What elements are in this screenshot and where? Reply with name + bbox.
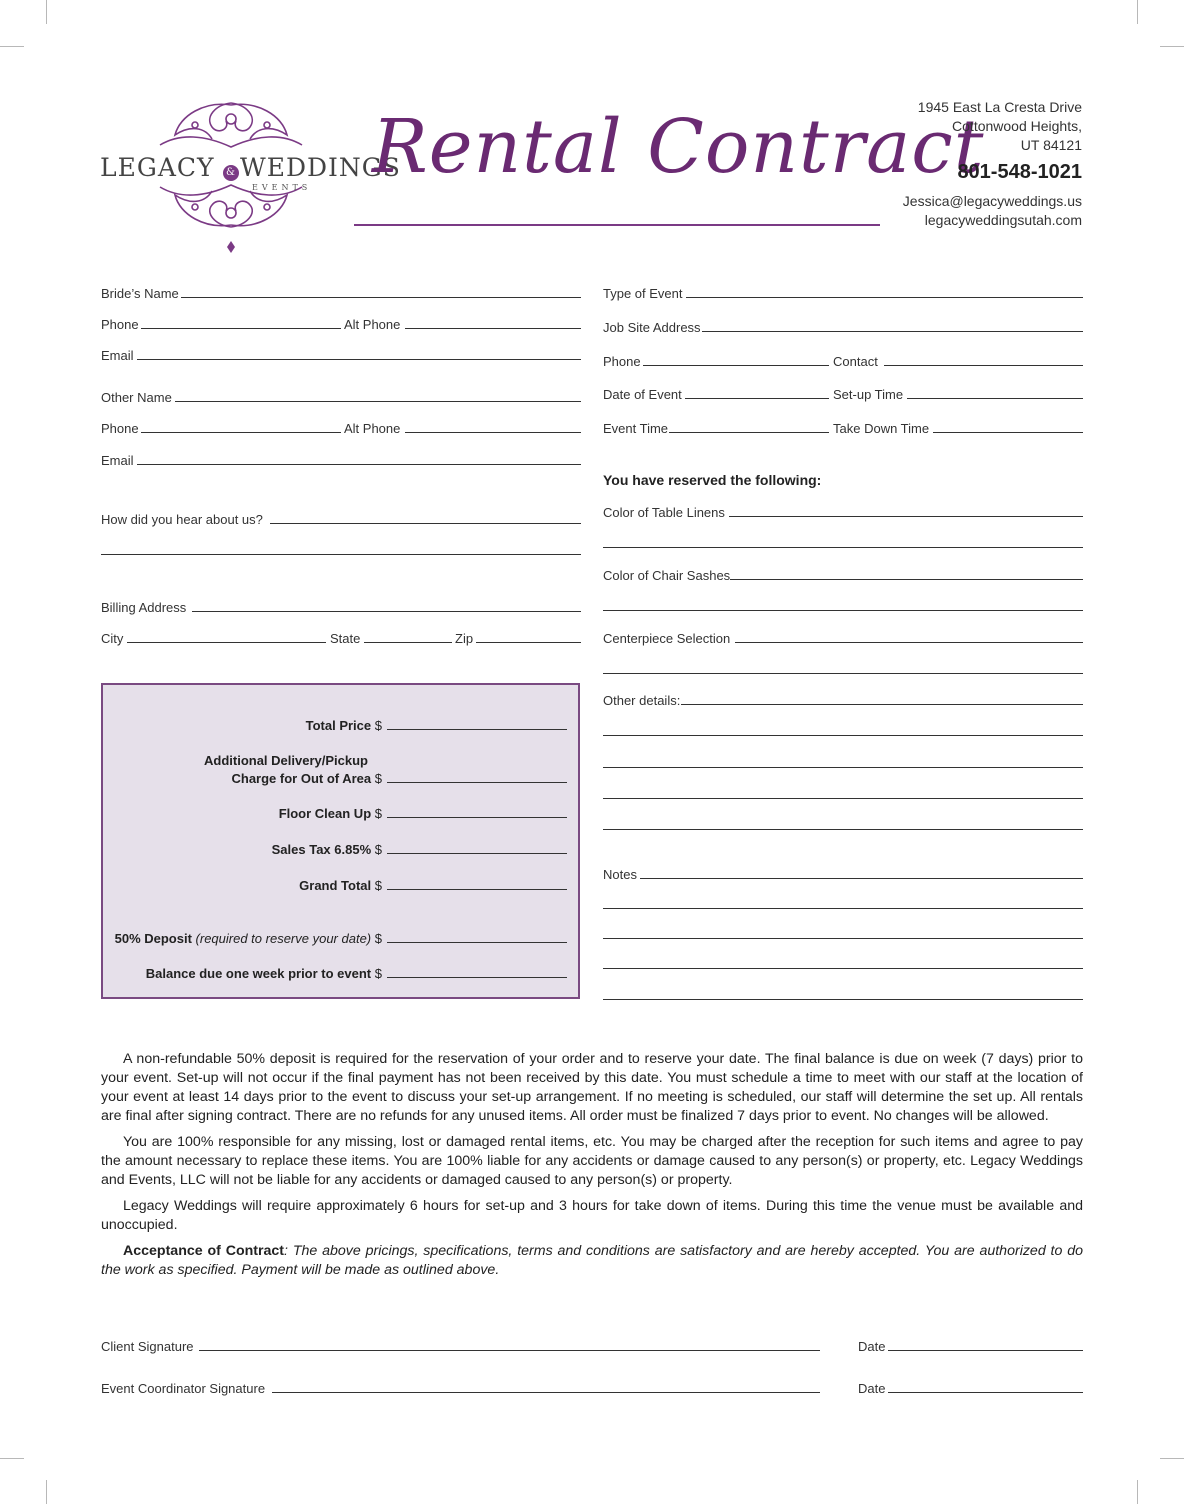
- brides-name-field[interactable]: [181, 297, 581, 298]
- alt-phone-label-2: Alt Phone: [344, 421, 401, 436]
- event-phone-label: Phone: [603, 354, 641, 369]
- crop-mark: [0, 46, 24, 47]
- job-site-label: Job Site Address: [603, 320, 701, 335]
- setup-time-label: Set-up Time: [833, 387, 904, 402]
- logo-ampersand: &: [226, 167, 235, 178]
- total-price-label: [306, 717, 382, 734]
- city-label: City: [101, 631, 124, 646]
- notes-field-2[interactable]: [603, 908, 1083, 909]
- alt-phone-label: Alt Phone: [344, 317, 401, 332]
- terms-paragraph-setup: Legacy Weddings will require approximately 6 hours for set-up and 3 hours for take down of items. During this time the venue must be available and unoccupied.: [101, 1198, 1083, 1233]
- event-type-label: Type of Event: [603, 286, 683, 301]
- grand-total-label: [299, 877, 382, 894]
- phone-label: Phone: [101, 317, 139, 332]
- centerpiece-field-2[interactable]: [603, 673, 1083, 674]
- page-title: Rental Contract: [372, 104, 985, 190]
- state-field[interactable]: [364, 642, 452, 643]
- state-label: State: [330, 631, 361, 646]
- zip-label: Zip: [455, 631, 474, 646]
- company-phone: 801-548-1021: [957, 161, 1082, 183]
- deposit-text: 50% Deposit: [114, 931, 192, 946]
- floor-clean-text: Floor Clean Up: [278, 806, 372, 821]
- grand-total-field[interactable]: [387, 889, 567, 890]
- email-field-2[interactable]: [137, 464, 581, 465]
- table-linens-field-2[interactable]: [603, 547, 1083, 548]
- chair-sashes-field-2[interactable]: [603, 610, 1083, 611]
- event-date-label: Date of Event: [603, 387, 682, 402]
- client-signature-field[interactable]: [199, 1350, 820, 1351]
- centerpiece-label: Centerpiece Selection: [603, 631, 731, 646]
- take-down-field[interactable]: [933, 432, 1083, 433]
- billing-address-field[interactable]: [192, 611, 581, 612]
- notes-label: Notes: [603, 867, 637, 882]
- reserved-heading: You have reserved the following:: [603, 472, 822, 488]
- table-linens-field[interactable]: [729, 516, 1083, 517]
- chair-sashes-label: Color of Chair Sashes: [603, 568, 731, 583]
- email-label-2: Email: [101, 453, 134, 468]
- deposit-label: [115, 930, 382, 947]
- currency-sign: $: [374, 771, 382, 786]
- other-details-field-4[interactable]: [603, 798, 1083, 799]
- company-website[interactable]: legacyweddingsutah.com: [924, 212, 1082, 228]
- contact-field[interactable]: [884, 365, 1083, 366]
- heard-about-field[interactable]: [270, 523, 581, 524]
- event-time-field[interactable]: [669, 432, 829, 433]
- logo-word-legacy: LEGACY: [100, 153, 215, 182]
- balance-due-label: [146, 965, 382, 982]
- coordinator-signature-field[interactable]: [272, 1392, 820, 1393]
- crop-mark: [1160, 46, 1184, 47]
- alt-phone-field[interactable]: [405, 328, 581, 329]
- crop-mark: [1137, 0, 1138, 24]
- crop-mark: [46, 0, 47, 24]
- other-name-label: Other Name: [101, 390, 172, 405]
- floor-clean-field[interactable]: [387, 817, 567, 818]
- sales-tax-label: [272, 841, 382, 858]
- balance-due-text: Balance due one week prior to event: [145, 966, 372, 981]
- total-price-field[interactable]: [387, 729, 567, 730]
- address-block: [918, 98, 1082, 155]
- other-details-label: Other details:: [603, 693, 681, 708]
- table-linens-label: Color of Table Linens: [603, 505, 725, 520]
- email-field[interactable]: [137, 359, 581, 360]
- crop-mark: [0, 1458, 24, 1459]
- delivery-label-1: Additional Delivery/Pickup: [204, 753, 368, 768]
- notes-field-5[interactable]: [603, 999, 1083, 1000]
- client-date-label: Date: [858, 1339, 886, 1354]
- logo-sub-events: EVENTS: [252, 183, 312, 192]
- heard-about-label: How did you hear about us?: [101, 512, 263, 527]
- billing-address-label: Billing Address: [101, 600, 187, 615]
- event-date-field[interactable]: [685, 398, 829, 399]
- setup-time-field[interactable]: [907, 398, 1083, 399]
- delivery-text: Charge for Out of Area: [231, 771, 372, 786]
- other-details-field-2[interactable]: [603, 735, 1083, 736]
- logo: [100, 95, 401, 255]
- terms-paragraph-deposit: A non-refundable 50% deposit is required for the reservation of your order and to reserve your date. The final balance is due on week (7 days) prior to your event. Set-up will not occur if the final payment has not been received by this date. You must schedule a time to meet with our staff at the location of your event at least 14 days prior to the event to discuss your set-up arrangement. If no meeting is scheduled, our staff will determine the set up. All rentals are final after signing contract. There are no refunds for any unused items. All order must be finalized 7 days prior to event. No changes will be allowed.: [101, 1051, 1083, 1124]
- terms-section: [101, 1050, 1083, 1280]
- pricing-box: [101, 683, 580, 999]
- chair-sashes-field[interactable]: [730, 579, 1083, 580]
- phone-field-2[interactable]: [141, 432, 341, 433]
- event-time-label: Event Time: [603, 421, 669, 436]
- client-date-field[interactable]: [888, 1350, 1083, 1351]
- currency-sign: $: [374, 842, 382, 857]
- acceptance-text: : The above pricings, specifications, terms and conditions are satisfactory and are hereby accepted. You are authorized to do the work as specified. Payment will be made as outlined above.: [101, 1243, 1084, 1278]
- zip-field[interactable]: [476, 642, 581, 643]
- address-line-2: Cottonwood Heights,: [952, 118, 1082, 134]
- grand-total-text: Grand Total: [299, 878, 372, 893]
- job-site-field[interactable]: [702, 331, 1083, 332]
- title-underline: [354, 224, 880, 226]
- address-line-1: 1945 East La Cresta Drive: [917, 99, 1082, 115]
- notes-field-4[interactable]: [603, 968, 1083, 969]
- client-signature-label: Client Signature: [101, 1339, 194, 1354]
- delivery-label-2: [231, 770, 382, 787]
- contact-block: [903, 192, 1082, 230]
- city-field[interactable]: [127, 642, 326, 643]
- coordinator-date-field[interactable]: [888, 1392, 1083, 1393]
- acceptance-label: Acceptance of Contract: [123, 1243, 285, 1259]
- deposit-field[interactable]: [387, 942, 567, 943]
- crop-mark: [46, 1480, 47, 1504]
- currency-sign: $: [374, 718, 382, 733]
- brides-name-label: Bride’s Name: [101, 286, 179, 301]
- currency-sign: $: [374, 966, 382, 981]
- acceptance-paragraph: [101, 1242, 1083, 1280]
- floor-clean-label: [279, 805, 382, 822]
- other-details-field-3[interactable]: [603, 767, 1083, 768]
- other-details-field-5[interactable]: [603, 829, 1083, 830]
- event-type-field[interactable]: [686, 297, 1083, 298]
- contact-label: Contact: [833, 354, 878, 369]
- company-email[interactable]: Jessica@legacyweddings.us: [902, 193, 1082, 209]
- currency-sign: $: [374, 806, 382, 821]
- email-label: Email: [101, 348, 134, 363]
- phone-label-2: Phone: [101, 421, 139, 436]
- notes-field-3[interactable]: [603, 938, 1083, 939]
- total-price-text: Total Price: [305, 718, 372, 733]
- alt-phone-field-2[interactable]: [405, 432, 581, 433]
- centerpiece-field[interactable]: [735, 642, 1083, 643]
- crop-mark: [1160, 1458, 1184, 1459]
- address-line-3: UT 84121: [1020, 137, 1082, 153]
- terms-paragraph-liability: You are 100% responsible for any missing, lost or damaged rental items, etc. You may be charged after the reception for such items and agree to pay the amount necessary to replace these items. You are 100% liable for any accidents or damage caused to any person(s) or property, etc. Legacy Weddings and Events, LLC will not be liable for any accidents or damaged caused to any person(s) or property.: [101, 1134, 1083, 1188]
- phone-field[interactable]: [141, 328, 341, 329]
- balance-due-field[interactable]: [387, 977, 567, 978]
- logo-word-weddings: WEDDINGS: [240, 153, 401, 182]
- currency-sign: $: [374, 931, 382, 946]
- deposit-note: (required to reserve your date): [195, 931, 372, 946]
- heard-about-field-2[interactable]: [101, 554, 581, 555]
- sales-tax-field[interactable]: [387, 853, 567, 854]
- coordinator-signature-label: Event Coordinator Signature: [101, 1381, 266, 1396]
- crop-mark: [1137, 1480, 1138, 1504]
- currency-sign: $: [374, 878, 382, 893]
- coordinator-date-label: Date: [858, 1381, 886, 1396]
- other-details-field[interactable]: [681, 704, 1083, 705]
- other-name-field[interactable]: [175, 401, 581, 402]
- take-down-label: Take Down Time: [833, 421, 930, 436]
- notes-field[interactable]: [640, 878, 1083, 879]
- event-phone-field[interactable]: [643, 365, 829, 366]
- sales-tax-text: Sales Tax 6.85%: [271, 842, 372, 857]
- delivery-field[interactable]: [387, 782, 567, 783]
